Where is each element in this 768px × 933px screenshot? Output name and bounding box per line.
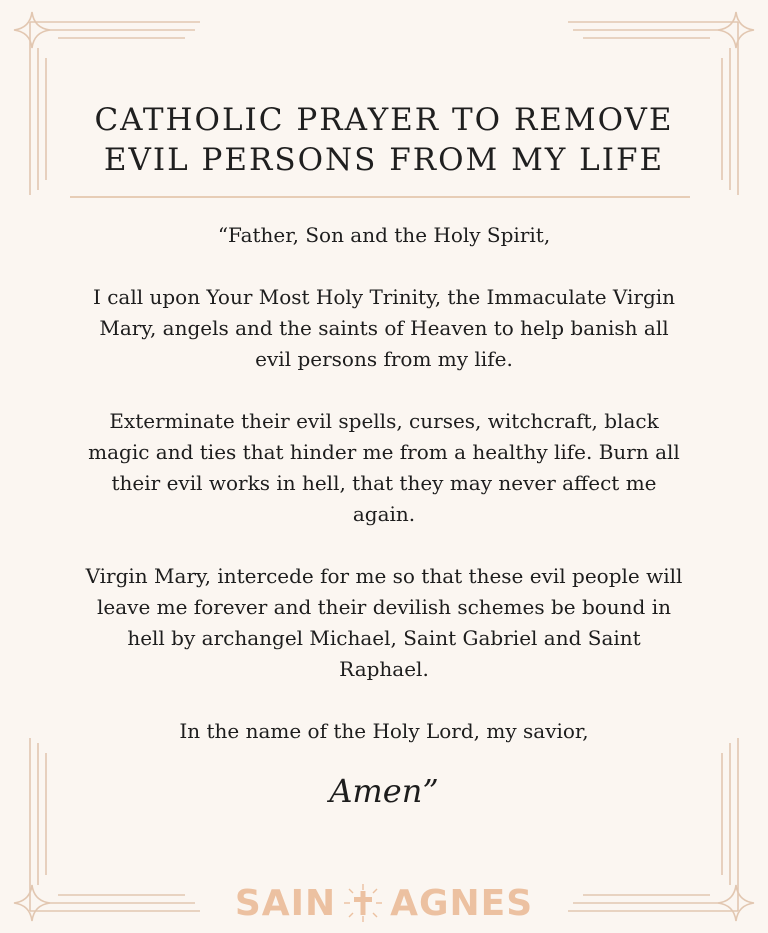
page-title: [0, 100, 768, 180]
title-line-1: CATHOLIC PRAYER TO REMOVE: [94, 102, 674, 138]
prayer-paragraph: “Father, Son and the Holy Spirit,: [217, 223, 551, 247]
prayer-paragraph: I call upon Your Most Holy Trinity, the Immaculate Virgin Mary, angels and the saints of Heaven to help banish all evil persons from my life.: [92, 285, 676, 371]
prayer-paragraph: Exterminate their evil spells, curses, witchcraft, black magic and ties that hinder me from a healthy life. Burn all their evil works in hell, that they may never affect me again.: [88, 409, 680, 526]
star-icon: [14, 12, 50, 48]
cross-sunburst-icon: [342, 882, 384, 924]
star-icon: [718, 12, 754, 48]
logo-text-left: SAIN: [234, 882, 337, 924]
brand-logo: [0, 880, 768, 926]
prayer-text: [84, 220, 684, 778]
prayer-paragraph: In the name of the Holy Lord, my savior,: [179, 719, 589, 743]
title-divider: [70, 196, 690, 198]
prayer-paragraph: Virgin Mary, intercede for me so that these evil people will leave me forever and their devilish schemes be bound in hell by archangel Michael, Saint Gabriel and Saint Raphael.: [85, 564, 683, 681]
title-line-2: EVIL PERSONS FROM MY LIFE: [103, 142, 665, 178]
prayer-closing: Amen”: [329, 772, 439, 810]
logo-text-right: AGNES: [390, 882, 534, 924]
